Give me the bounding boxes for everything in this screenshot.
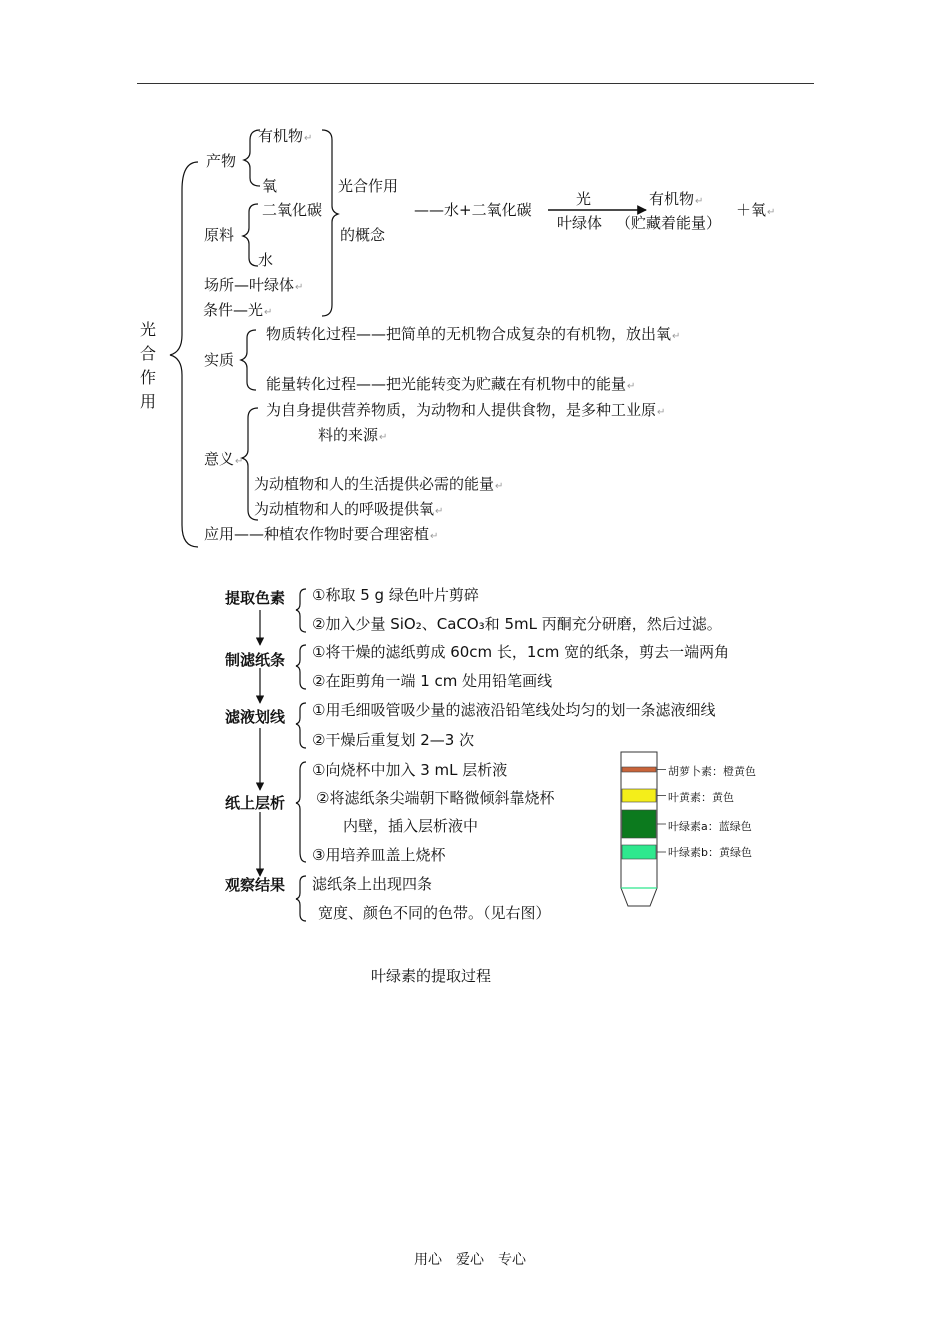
step-label-paper: 制滤纸条 [225,651,286,669]
equation-stored: （贮藏着能量） [616,214,722,232]
meaning-line-1a: 为自身提供营养物质，为动物和人提供食物，是多种工业原↵ [266,401,666,419]
step-chrom-line-1: ①向烧杯中加入 3 mL 层析液 [312,761,508,779]
step-label-extract: 提取色素 [225,589,286,607]
essence-line-1: 物质转化过程——把简单的无机物合成复杂的有机物，放出氧↵ [266,325,681,343]
meaning-line-3: 为动植物和人的呼吸提供氧↵ [254,500,444,518]
step-label-observe: 观察结果 [225,876,286,894]
essence-line-2: 能量转化过程——把光能转变为贮藏在有机物中的能量↵ [266,375,636,393]
step-extract-line-1: ①称取 5 g 绿色叶片剪碎 [312,586,479,604]
band-label-chlorophyll-b: 叶绿素b：黄绿色 [668,846,752,859]
page-footer: 用心 爱心 专心 [414,1252,526,1268]
band-carotene [622,767,656,772]
step-paper-line-2: ②在距剪角一端 1 cm 处用铅笔画线 [312,672,553,690]
step-chrom-line-3: 内壁，插入层析液中 [343,817,479,835]
root-label: 光合作用 [140,320,157,411]
application: 应用——种植农作物时要合理密植↵ [204,525,439,543]
band-label-carotene: 胡萝卜素：橙黄色 [668,765,756,778]
equation-oxygen: ＋氧↵ [736,201,776,219]
raw-water: 水 [258,251,274,269]
step-observe-line-1: 滤纸条上出现四条 [312,875,433,893]
concept-label-2: 的概念 [340,226,386,244]
place: 场所—叶绿体↵ [204,276,304,294]
step-label-chromatography: 纸上层析 [225,794,286,812]
band-label-chlorophyll-a: 叶绿素a：蓝绿色 [668,820,752,833]
raw-co2: 二氧化碳 [262,201,323,219]
step-extract-line-2: ②加入少量 SiO₂、CaCO₃和 5mL 丙酮充分研磨，然后过滤。 [312,615,722,633]
raw-label: 原料 [204,226,235,244]
step-paper-line-1: ①将干燥的滤纸剪成 60cm 长，1cm 宽的纸条，剪去一端两角 [312,643,730,661]
products-label: 产物 [206,152,237,170]
equation-left: ——水+二氧化碳 [414,201,532,219]
step-line-line-1: ①用毛细吸管吸少量的滤液沿铅笔线处均匀的划一条滤液细线 [312,701,716,719]
figure-caption: 叶绿素的提取过程 [371,967,492,985]
meaning-line-1b: 料的来源↵ [318,426,388,444]
band-chlorophyll-b [622,845,656,859]
meaning-label: 意义↵ [204,450,244,468]
condition: 条件—光↵ [203,301,273,319]
equation-arrow-bottom: 叶绿体 [557,214,603,232]
equation-organic: 有机物↵ [649,190,704,208]
essence-label: 实质 [204,351,235,369]
band-label-xanthophyll: 叶黄素：黄色 [668,791,734,804]
equation-arrow-top: 光 [576,190,592,208]
product-oxygen: 氧 [262,177,278,195]
step-chrom-line-4: ③用培养皿盖上烧杯 [312,846,446,864]
step-observe-line-2: 宽度、颜色不同的色带。（见右图） [318,904,551,922]
meaning-line-2: 为动植物和人的生活提供必需的能量↵ [254,475,504,493]
product-organic: 有机物↵ [258,127,313,145]
band-chlorophyll-a [622,810,656,838]
band-xanthophyll [622,789,656,802]
step-chrom-line-2: ②将滤纸条尖端朝下略微倾斜靠烧杯 [316,789,555,807]
step-line-line-2: ②干燥后重复划 2—3 次 [312,731,475,749]
step-label-line: 滤液划线 [225,708,286,726]
concept-label-1: 光合作用 [338,177,399,195]
